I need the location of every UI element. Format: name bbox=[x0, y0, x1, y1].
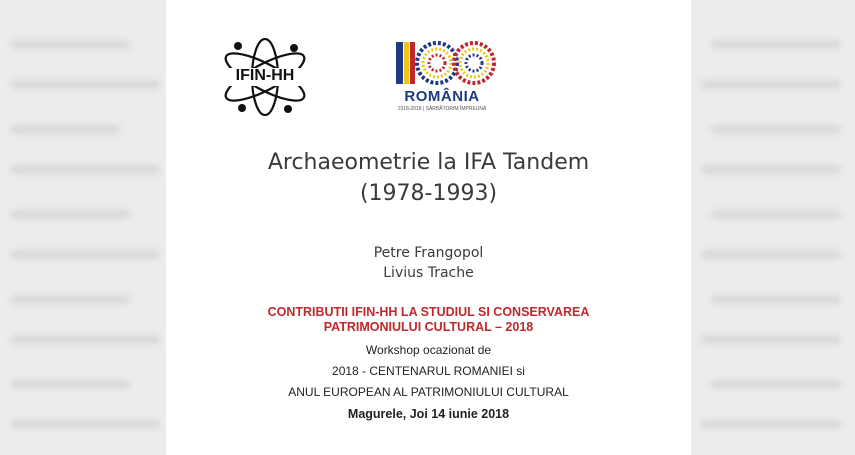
romania-tagline: 1918-2018 | SĂRBĂTORIM ÎMPREUNĂ bbox=[397, 106, 487, 112]
event-date: Magurele, Joi 14 iunie 2018 bbox=[347, 407, 510, 421]
author-name: Petre Frangopol bbox=[373, 245, 484, 261]
romania-100-logo bbox=[392, 38, 498, 112]
slide-title-line-1: Archaeometrie la IFA Tandem bbox=[267, 150, 590, 175]
workshop-text: Workshop ocazionat de bbox=[365, 343, 492, 357]
romania-wordmark: ROMÂNIA bbox=[404, 88, 480, 105]
ifin-hh-logo-text: IFIN-HH bbox=[235, 67, 295, 84]
heritage-year-text: ANUL EUROPEAN AL PATRIMONIULUI CULTURAL bbox=[288, 385, 569, 399]
blurred-background-left bbox=[0, 0, 166, 455]
event-title-line-1: CONTRIBUTII IFIN-HH LA STUDIUL SI CONSERVAREA bbox=[267, 305, 590, 319]
centenar-text: 2018 - CENTENARUL ROMANIEI si bbox=[332, 364, 525, 378]
slide-title-line-2: (1978-1993) bbox=[359, 181, 498, 206]
blurred-background-right bbox=[691, 0, 855, 455]
event-title-line-2: PATRIMONIULUI CULTURAL – 2018 bbox=[323, 320, 534, 334]
romania-100-graphic bbox=[392, 38, 498, 88]
ifin-hh-logo bbox=[220, 38, 310, 116]
author-name: Livius Trache bbox=[383, 265, 474, 281]
title-slide bbox=[166, 0, 691, 455]
